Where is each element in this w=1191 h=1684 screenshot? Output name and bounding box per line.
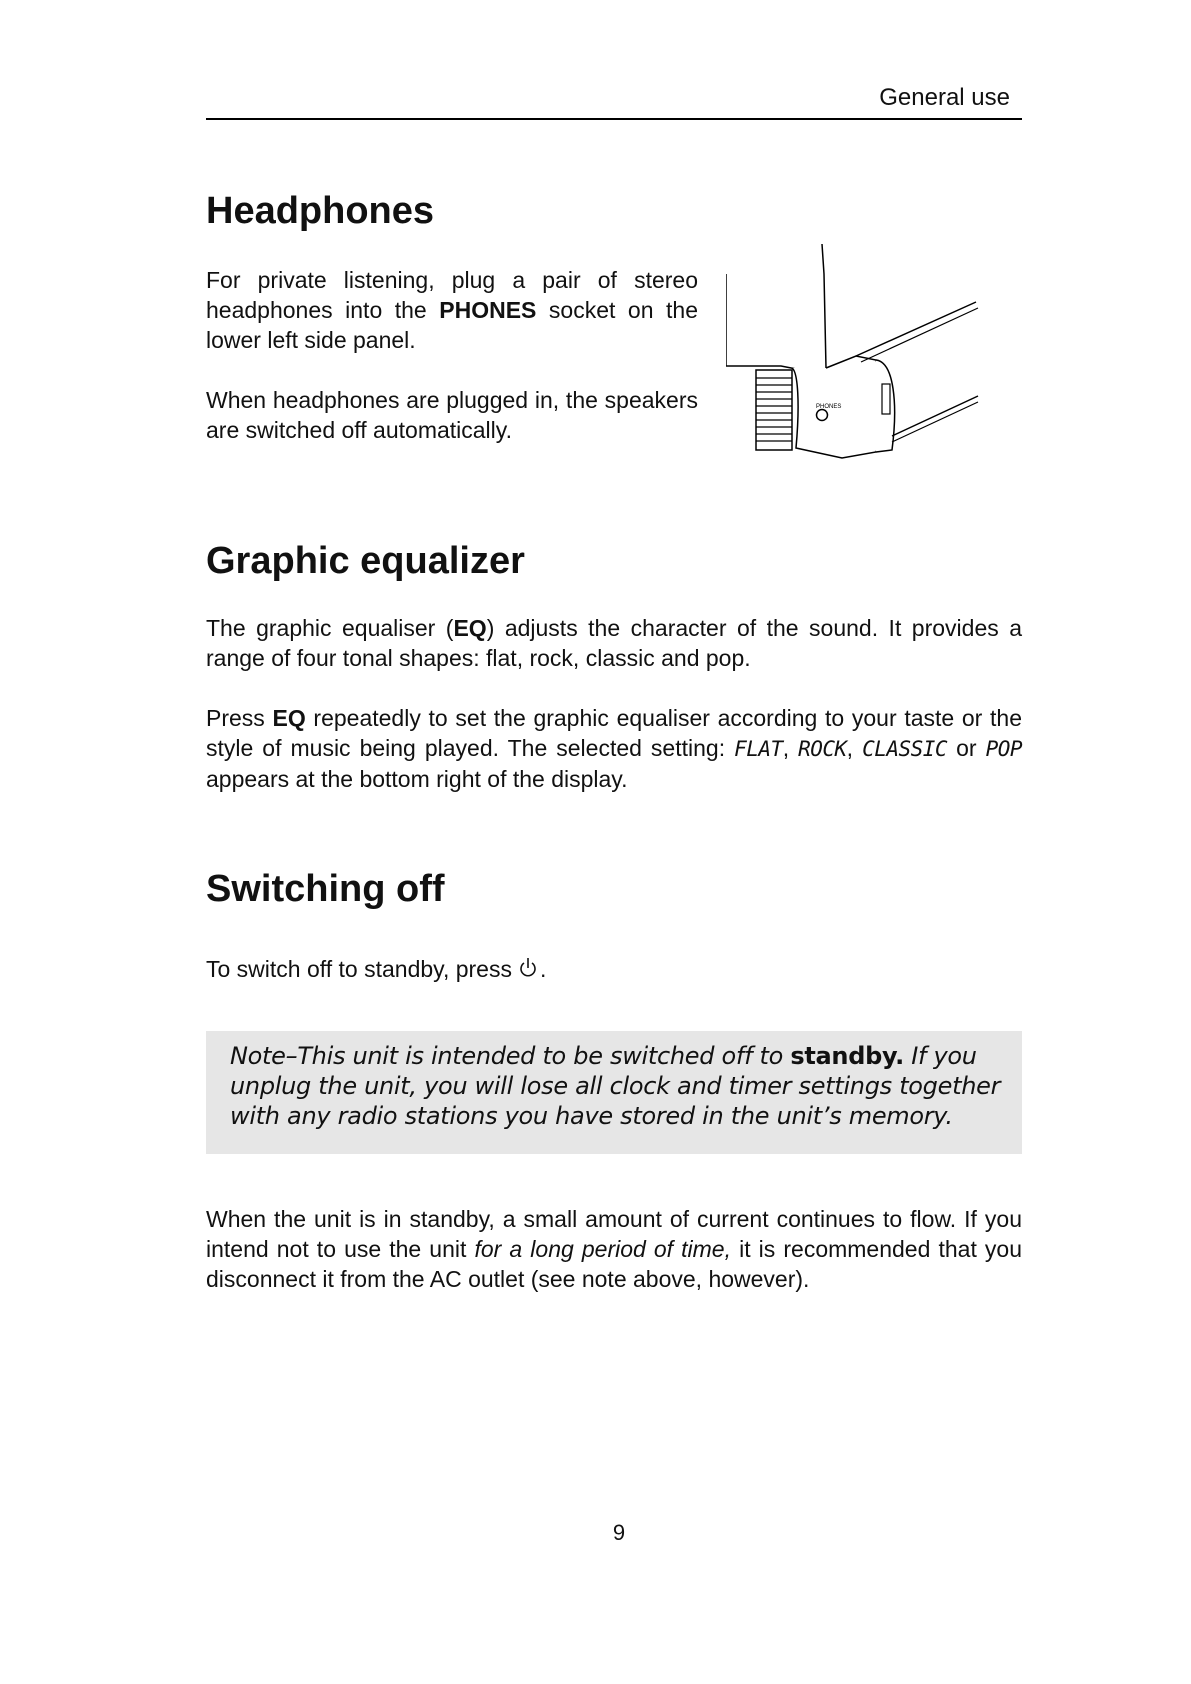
headphones-paragraph-2: When headphones are plugged in, the speakers are switched off automatically. (206, 387, 698, 443)
page-number: 9 (612, 1520, 626, 1545)
page-header-section: General use (879, 84, 1010, 111)
standby-instruction: To switch off to standby, press . (206, 954, 1022, 986)
headphones-paragraph-1: For private listening, plug a pair of stereo headphones into the PHONES socket on the lower left side panel. (206, 267, 698, 353)
setting-pop: POP (985, 737, 1023, 761)
note-text: Note–This unit is intended to be switched off to standby. If you unplug the unit, you will lose all clock and timer settings together with any radio stations you have stored in the unit’s memory. (230, 1042, 1001, 1130)
power-icon (518, 956, 538, 986)
headphones-heading: Headphones (206, 190, 435, 232)
switching-off-heading: Switching off (206, 868, 445, 910)
standby-paragraph: When the unit is in standby, a small amount of current continues to flow. If you intend not to use the unit for a long period of time, it is recommended that you disconnect it from the AC outlet (see note above, however). (206, 1206, 1023, 1292)
equalizer-paragraph-2: Press EQ repeatedly to set the graphic equaliser according to your taste or the style of music being played. The selected setting: FLAT, ROCK, CLASSIC or POP appears at the bottom right of the display. (206, 705, 1023, 792)
setting-rock: ROCK (798, 737, 847, 761)
note-box (206, 1031, 1022, 1154)
setting-classic: CLASSIC (862, 737, 948, 761)
setting-flat: FLAT (734, 737, 783, 761)
phones-label: PHONES (816, 404, 842, 410)
equalizer-paragraph-1: The graphic equaliser (EQ) adjusts the character of the sound. It provides a range of four tonal shapes: flat, rock, classic and pop. (206, 615, 1022, 671)
equalizer-heading: Graphic equalizer (206, 540, 525, 582)
header-rule (206, 118, 1022, 120)
headphone-socket-illustration (726, 244, 996, 464)
